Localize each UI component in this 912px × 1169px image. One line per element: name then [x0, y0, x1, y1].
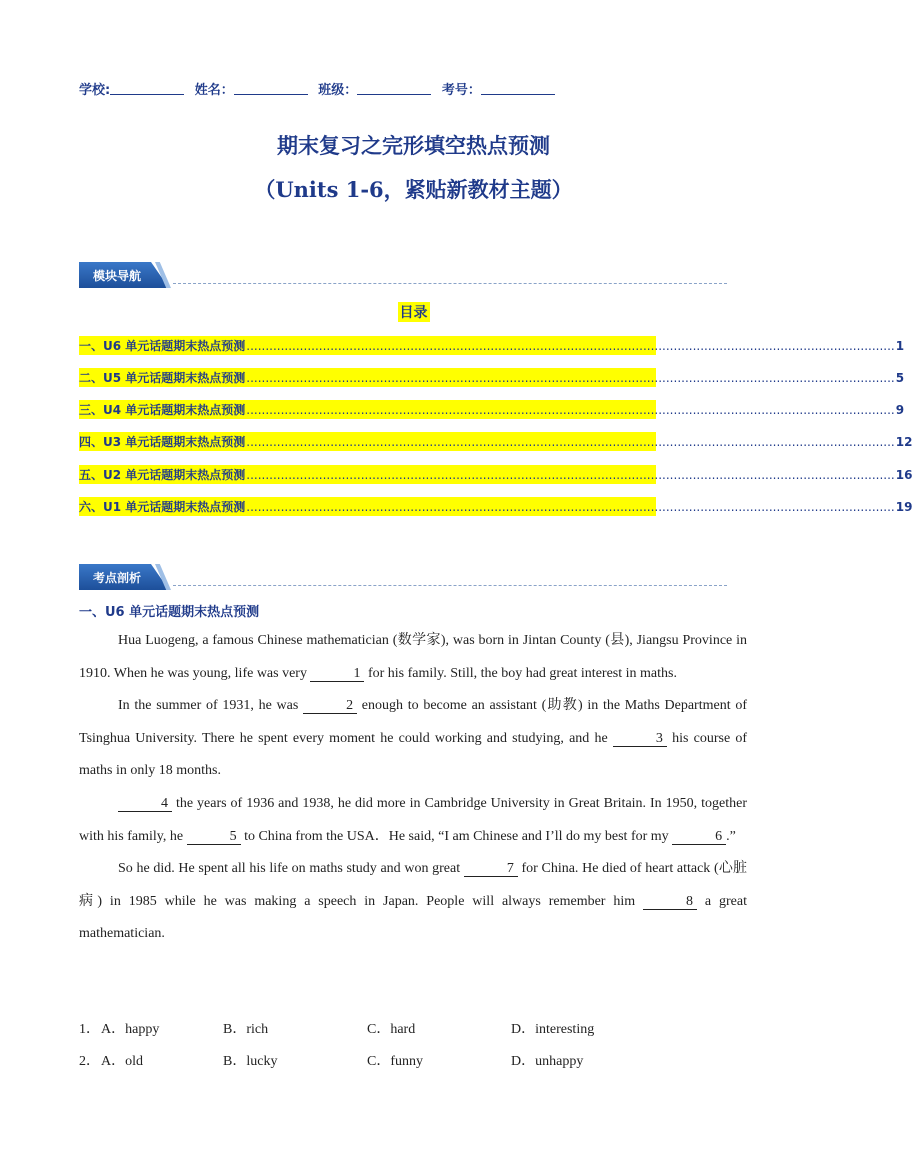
text-run: Hua Luogeng, a famous Chinese mathematician (数学家), was born in Jintan County (县), Jiangsu Province in 1910. When he was young, life was very	[79, 633, 747, 681]
toc-item-label: 三、U4 单元话题期末热点预测	[79, 403, 246, 417]
paragraph-4	[79, 853, 747, 951]
text-run: the years of 1936 and 1938, he did more in Cambridge University in Great Britain. In 1950, together with his family, he	[79, 795, 747, 844]
toc-item[interactable]	[79, 368, 905, 387]
text-run: a great mathematician.	[79, 893, 747, 942]
name-blank[interactable]	[234, 82, 308, 95]
toc-title-text: 目录	[398, 302, 430, 322]
divider	[173, 585, 727, 586]
toc-item-page: 12	[895, 434, 912, 449]
option-c[interactable]: C．hard	[367, 1022, 416, 1037]
answer-options	[79, 1018, 747, 1078]
text-run: So he did. He spent all his life on maths study and won great	[118, 861, 464, 877]
analysis-label: 考点剖析	[93, 571, 142, 585]
blank-4[interactable]: 4	[118, 796, 172, 812]
option-b[interactable]: B．lucky	[223, 1054, 278, 1069]
name-field	[195, 79, 308, 98]
question-number: 2．	[79, 1054, 100, 1069]
class-label: 班级：	[318, 83, 358, 98]
blank-3[interactable]: 3	[613, 731, 667, 747]
blank-1[interactable]: 1	[310, 666, 364, 682]
text-run: In the summer of 1931, he was	[118, 698, 304, 714]
text-run: his course of maths in only 18 months.	[79, 730, 748, 779]
module-nav-tab	[79, 262, 727, 288]
toc-item-label: 五、U2 单元话题期末热点预测	[79, 468, 246, 482]
toc-item-page: 19	[895, 499, 912, 514]
blank-6[interactable]: 6	[672, 829, 726, 845]
toc-leader: ..........................................................................................................................................................................	[246, 499, 895, 514]
class-blank[interactable]	[357, 82, 431, 95]
question-number: 1．	[79, 1022, 100, 1037]
option-a[interactable]: A．happy	[101, 1022, 160, 1037]
text-run: .”	[726, 828, 736, 844]
toc-leader: ..........................................................................................................................................................................	[246, 338, 895, 353]
toc-item-page: 16	[895, 467, 912, 482]
school-blank[interactable]	[110, 82, 184, 95]
blank-5[interactable]: 5	[187, 829, 241, 845]
toc-item-label: 六、U1 单元话题期末热点预测	[79, 500, 246, 514]
exam-number-field	[442, 79, 555, 98]
module-nav-label: 模块导航	[93, 269, 142, 283]
exam-number-label: 考号：	[441, 83, 481, 98]
option-a[interactable]: A．old	[101, 1054, 143, 1069]
toc-leader: ..........................................................................................................................................................................	[246, 467, 895, 482]
exam-number-blank[interactable]	[481, 82, 555, 95]
toc-leader: ..........................................................................................................................................................................	[246, 402, 895, 417]
school-field	[79, 79, 184, 98]
toc-item-page: 5	[895, 370, 905, 385]
paragraph-2	[79, 690, 747, 788]
cloze-passage	[79, 625, 747, 951]
text-run: for his family. Still, the boy had great interest in maths.	[364, 665, 677, 681]
toc-item-page: 1	[895, 338, 905, 353]
option-c[interactable]: C．funny	[367, 1054, 423, 1069]
text-run: to China from the USA．He said, “I am Chinese and I’ll do my best for my	[240, 828, 673, 844]
question-1-options	[79, 1018, 747, 1038]
toc-item[interactable]	[79, 432, 912, 451]
page-title: 期末复习之完形填空热点预测	[277, 133, 550, 158]
toc-item[interactable]	[79, 400, 905, 419]
toc-leader: ..........................................................................................................................................................................	[246, 370, 895, 385]
option-d[interactable]: D．interesting	[511, 1022, 595, 1037]
text-run: for China. He died of heart attack (心脏病) in 1985 while he was making a speech in Japan. People will always remember him	[79, 861, 747, 909]
text-run: enough to become an assistant (助教) in the Maths Department of Tsinghua University. There he spent every moment he could working and studying, and he	[79, 698, 747, 746]
toc-item-label: 一、U6 单元话题期末热点预测	[79, 339, 246, 353]
option-b[interactable]: B．rich	[223, 1022, 269, 1037]
divider	[173, 283, 727, 284]
page-subtitle: （Units 1-6，紧贴新教材主题）	[254, 177, 573, 202]
paragraph-1	[79, 625, 747, 690]
blank-7[interactable]: 7	[464, 861, 518, 877]
class-field	[318, 79, 431, 98]
section-heading: 一、U6 单元话题期末热点预测	[79, 605, 260, 620]
toc-item-label: 二、U5 单元话题期末热点预测	[79, 371, 246, 385]
name-label: 姓名：	[194, 83, 234, 98]
blank-8[interactable]: 8	[643, 894, 697, 910]
blank-2[interactable]: 2	[303, 698, 357, 714]
analysis-tab	[79, 564, 727, 590]
paragraph-3	[79, 788, 747, 853]
student-info-line	[79, 79, 779, 101]
school-label: 学校:	[79, 83, 111, 98]
toc-item[interactable]	[79, 497, 912, 516]
toc-item[interactable]	[79, 336, 905, 355]
option-d[interactable]: D．unhappy	[511, 1054, 584, 1069]
toc-title	[0, 302, 827, 322]
toc-item-label: 四、U3 单元话题期末热点预测	[79, 435, 246, 449]
toc-item[interactable]	[79, 465, 912, 484]
toc-leader: ..........................................................................................................................................................................	[246, 434, 895, 449]
question-2-options	[79, 1050, 747, 1070]
toc-item-page: 9	[895, 402, 905, 417]
